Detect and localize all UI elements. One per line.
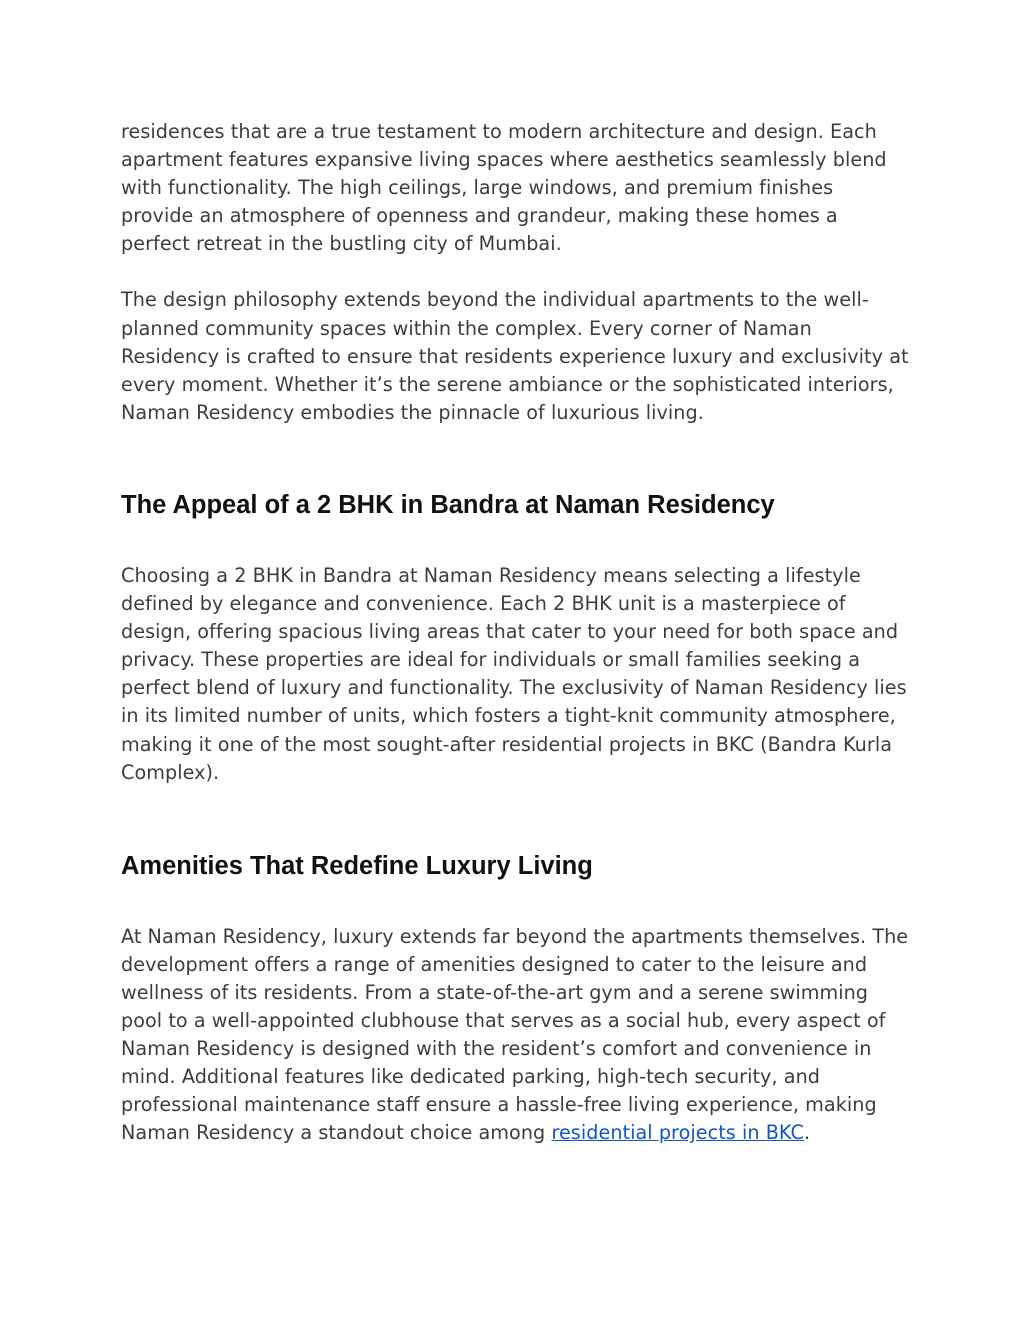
residential-projects-bkc-link[interactable]: residential projects in BKC [551,1121,804,1145]
paragraph-amenities-text: At Naman Residency, luxury extends far beyond the apartments themselves. The development offers a range of amenities designed to cater to the leisure and wellness of its residents. From a state-of-the-art gym and a serene swimming pool to a well-appointed clubhouse that serves as a social hub, every aspect of Naman Residency is designed with the resident’s comfort and convenience in mind. Additional features like dedicated parking, high-tech security, and professional maintenance staff ensure a hassle-free living experience, making Naman Residency a standout choice among [121,924,909,1145]
paragraph-residences: residences that are a true testament to modern architecture and design. Each apartment features expansive living spaces where aesthetics seamlessly blend with functionality. The high ceilings, large windows, and premium finishes provide an atmosphere of openness and grandeur, making these homes a perfect retreat in the bustling city of Mumbai. [121,120,887,256]
paragraph-design-philosophy: The design philosophy extends beyond the individual apartments to the well-planned community spaces within the complex. Every corner of Naman Residency is crafted to ensure that residents experience luxury and exclusivity at every moment. Whether it’s the serene ambiance or the sophisticated interiors, Naman Residency embodies the pinnacle of luxurious living. [121,288,909,424]
heading-amenities: Amenities That Redefine Luxury Living [121,851,593,880]
paragraph-amenities-period: . [803,1121,811,1145]
paragraph-amenities [121,923,911,1148]
heading-appeal-2bhk: The Appeal of a 2 BHK in Bandra at Naman Residency [121,490,775,519]
paragraph-choosing-2bhk: Choosing a 2 BHK in Bandra at Naman Residency means selecting a lifestyle defined by elegance and convenience. Each 2 BHK unit is a masterpiece of design, offering spacious living areas that cater to your need for both space and privacy. These properties are ideal for individuals or small families seeking a perfect blend of luxury and functionality. The exclusivity of Naman Residency lies in its limited number of units, which fosters a tight-knit community atmosphere, making it one of the most sought-after residential projects in BKC (Bandra Kurla Complex). [121,563,907,784]
document-page [121,118,911,1147]
